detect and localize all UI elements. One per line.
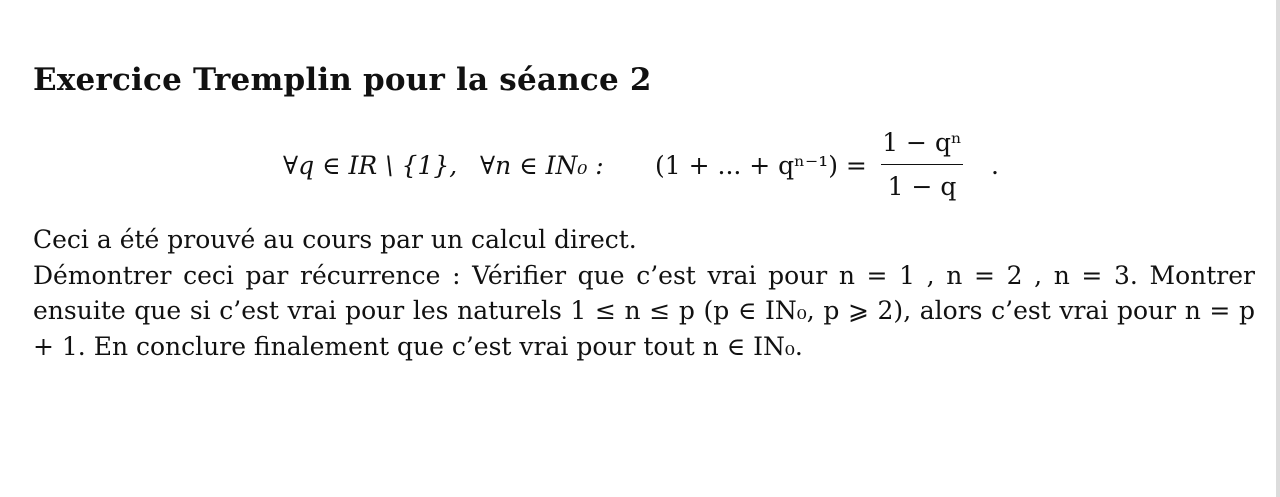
formula-lhs: (1 + ... + qⁿ⁻¹) = xyxy=(655,151,867,180)
fraction-denominator: 1 − q xyxy=(887,172,957,201)
fraction-numerator: 1 − qⁿ xyxy=(882,128,962,157)
formula-quantifier-q: ∀q ∈ IR \ {1}, xyxy=(283,151,458,180)
display-formula xyxy=(33,124,1255,212)
formula-fraction xyxy=(881,124,963,206)
paragraph-proof-note: Ceci a été prouvé au cours par un calcul direct. xyxy=(33,225,637,254)
formula-quantifier-n: ∀n ∈ IN₀ : xyxy=(480,151,604,180)
exercise-title: Exercice Tremplin pour la séance 2 xyxy=(33,62,652,98)
document-page xyxy=(33,58,1255,364)
fraction-bar xyxy=(881,164,963,165)
paragraph-instructions: Démontrer ceci par récurrence : Vérifier que c’est vrai pour n = 1 , n = 2 , n = 3. Montrer ensuite que si c’est vrai pour les naturels 1 ≤ n ≤ p (p ∈ IN₀, p ⩾ 2), alors c’est vrai pour n = p + 1. En conclure finalement que c’est vrai pour tout n ∈ IN₀. xyxy=(33,260,1255,361)
formula-end-punctuation: . xyxy=(991,151,999,180)
exercise-body xyxy=(33,222,1255,364)
